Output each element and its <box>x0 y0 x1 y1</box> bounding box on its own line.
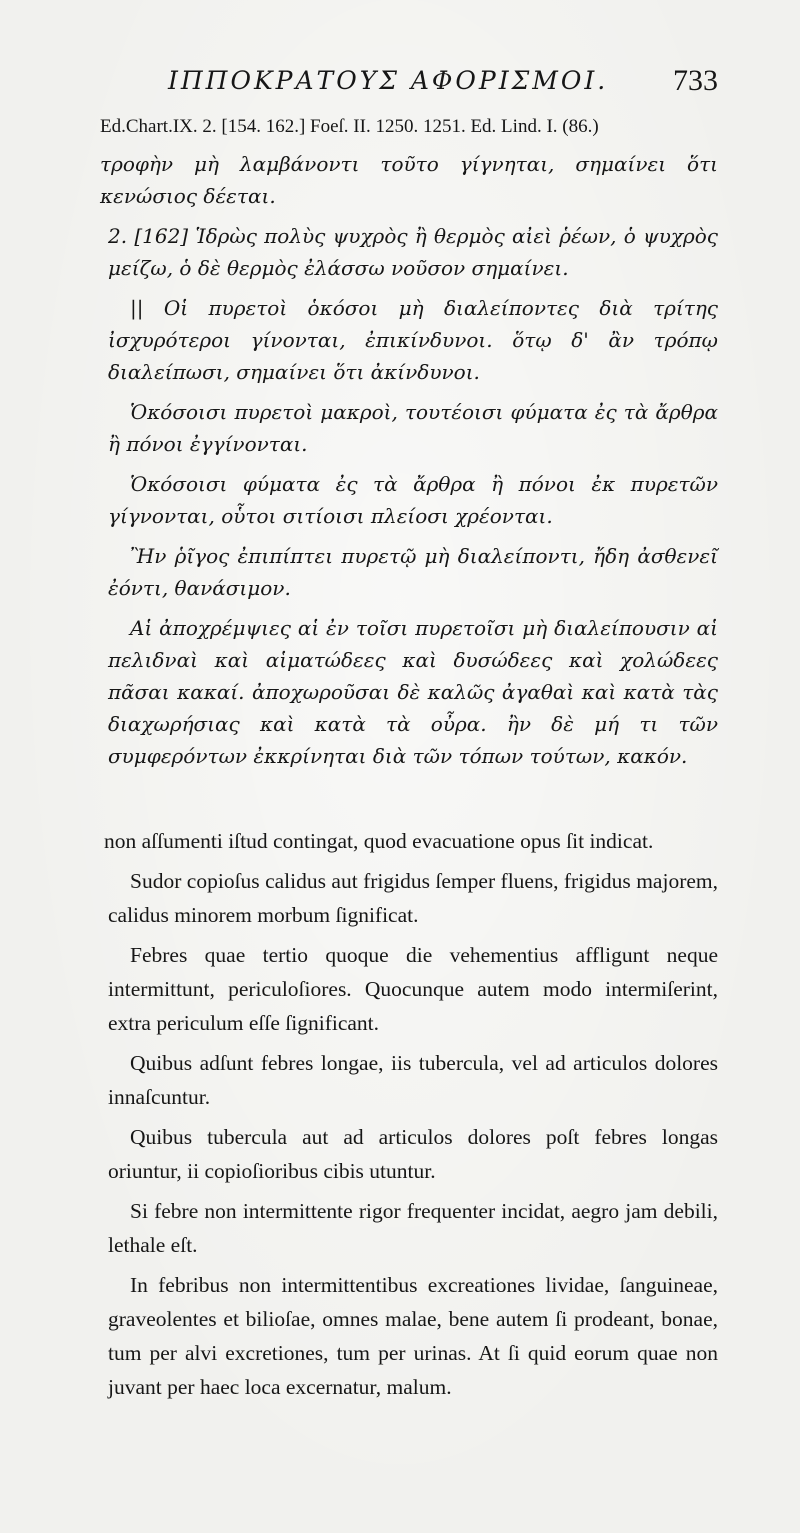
greek-paragraph: || Οἱ πυρετοὶ ὁκόσοι μὴ διαλείποντες διὰ τρίτης ἰσχυρότεροι γίνονται, ἐπικίνδυνοι. ὅτῳ δ' ἂν τρόπῳ διαλείπωσι, σημαίνει ὅτι ἀκίνδυνοι. <box>108 296 718 384</box>
latin-paragraph: Sudor copioſus calidus aut frigidus ſemper fluens, frigidus majorem, calidus minorem morbum ſignificat. <box>108 869 718 927</box>
section-gap <box>108 780 718 824</box>
page-header <box>108 60 718 116</box>
latin-translation <box>104 824 718 1404</box>
latin-paragraph: In febribus non intermittentibus excreationes lividae, ſanguineae, graveolentes et bilioſae, omnes malae, bene autem ſi prodeant, bonae, tum per alvi excretiones, tum per urinas. At ſi quid eorum quae non juvant per haec loca excernatur, malum. <box>108 1273 718 1399</box>
running-title: ΙΠΠΟΚΡΑΤΟΥΣ ΑΦΟΡΙΣΜΟΙ. <box>168 66 609 95</box>
greek-paragraph: Ἢν ῥῖγος ἐπιπίπτει πυρετῷ μὴ διαλείποντι, ἤδη ἀσθενεῖ ἐόντι, θανάσιμον. <box>108 544 718 600</box>
latin-paragraph: Febres quae tertio quoque die vehementius affligunt neque intermittunt, periculoſiores. Quocunque autem modo intermiſerint, extra periculum eſſe ſignificant. <box>108 943 718 1035</box>
latin-paragraph: Quibus adſunt febres longae, iis tubercula, vel ad articulos dolores innaſcuntur. <box>108 1051 718 1109</box>
page-number: 733 <box>673 64 718 97</box>
latin-paragraph: Quibus tubercula aut ad articulos dolores poſt febres longas oriuntur, ii copioſioribus cibis utuntur. <box>108 1125 718 1183</box>
greek-paragraph: Ὁκόσοισι φύματα ἐς τὰ ἄρθρα ἢ πόνοι ἐκ πυρετῶν γίγνονται, οὗτοι σιτίοισι πλείοσι χρέονται. <box>108 472 718 528</box>
greek-paragraph: Αἱ ἀποχρέμψιες αἱ ἐν τοῖσι πυρετοῖσι μὴ διαλείπουσιν αἱ πελιδναὶ καὶ αἱματώδεες καὶ δυσώδεες καὶ χολώδεες πᾶσαι κακαί. ἀποχωροῦσαι δὲ καλῶς ἀγαθαὶ καὶ κατὰ τὰς διαχωρήσιας καὶ κατὰ τὰ οὖρα. ἢν δὲ μή τι τῶν συμφερόντων ἐκκρίνηται διὰ τῶν τόπων τούτων, κακόν. <box>108 616 718 768</box>
edition-references: Ed.Chart.IX. 2. [154. 162.] Foeſ. II. 1250. 1251. Ed. Lind. I. (86.) <box>100 116 599 137</box>
greek-text <box>100 148 718 772</box>
latin-paragraph: non aſſumenti iſtud contingat, quod evacuatione opus ſit indicat. <box>104 829 654 853</box>
latin-paragraph: Si febre non intermittente rigor frequenter incidat, aegro jam debili, lethale eſt. <box>108 1199 718 1257</box>
greek-paragraph: τροφὴν μὴ λαμβάνοντι τοῦτο γίγνηται, σημαίνει ὅτι κενώσιος δέεται. <box>100 152 718 208</box>
greek-paragraph: Ὁκόσοισι πυρετοὶ μακροὶ, τουτέοισι φύματα ἐς τὰ ἄρθρα ἢ πόνοι ἐγγίνονται. <box>108 400 718 456</box>
greek-paragraph: 2. [162] Ἱδρὼς πολὺς ψυχρὸς ἢ θερμὸς αἰεὶ ῥέων, ὁ ψυχρὸς μείζω, ὁ δὲ θερμὸς ἐλάσσω νοῦσον σημαίνει. <box>108 224 718 280</box>
